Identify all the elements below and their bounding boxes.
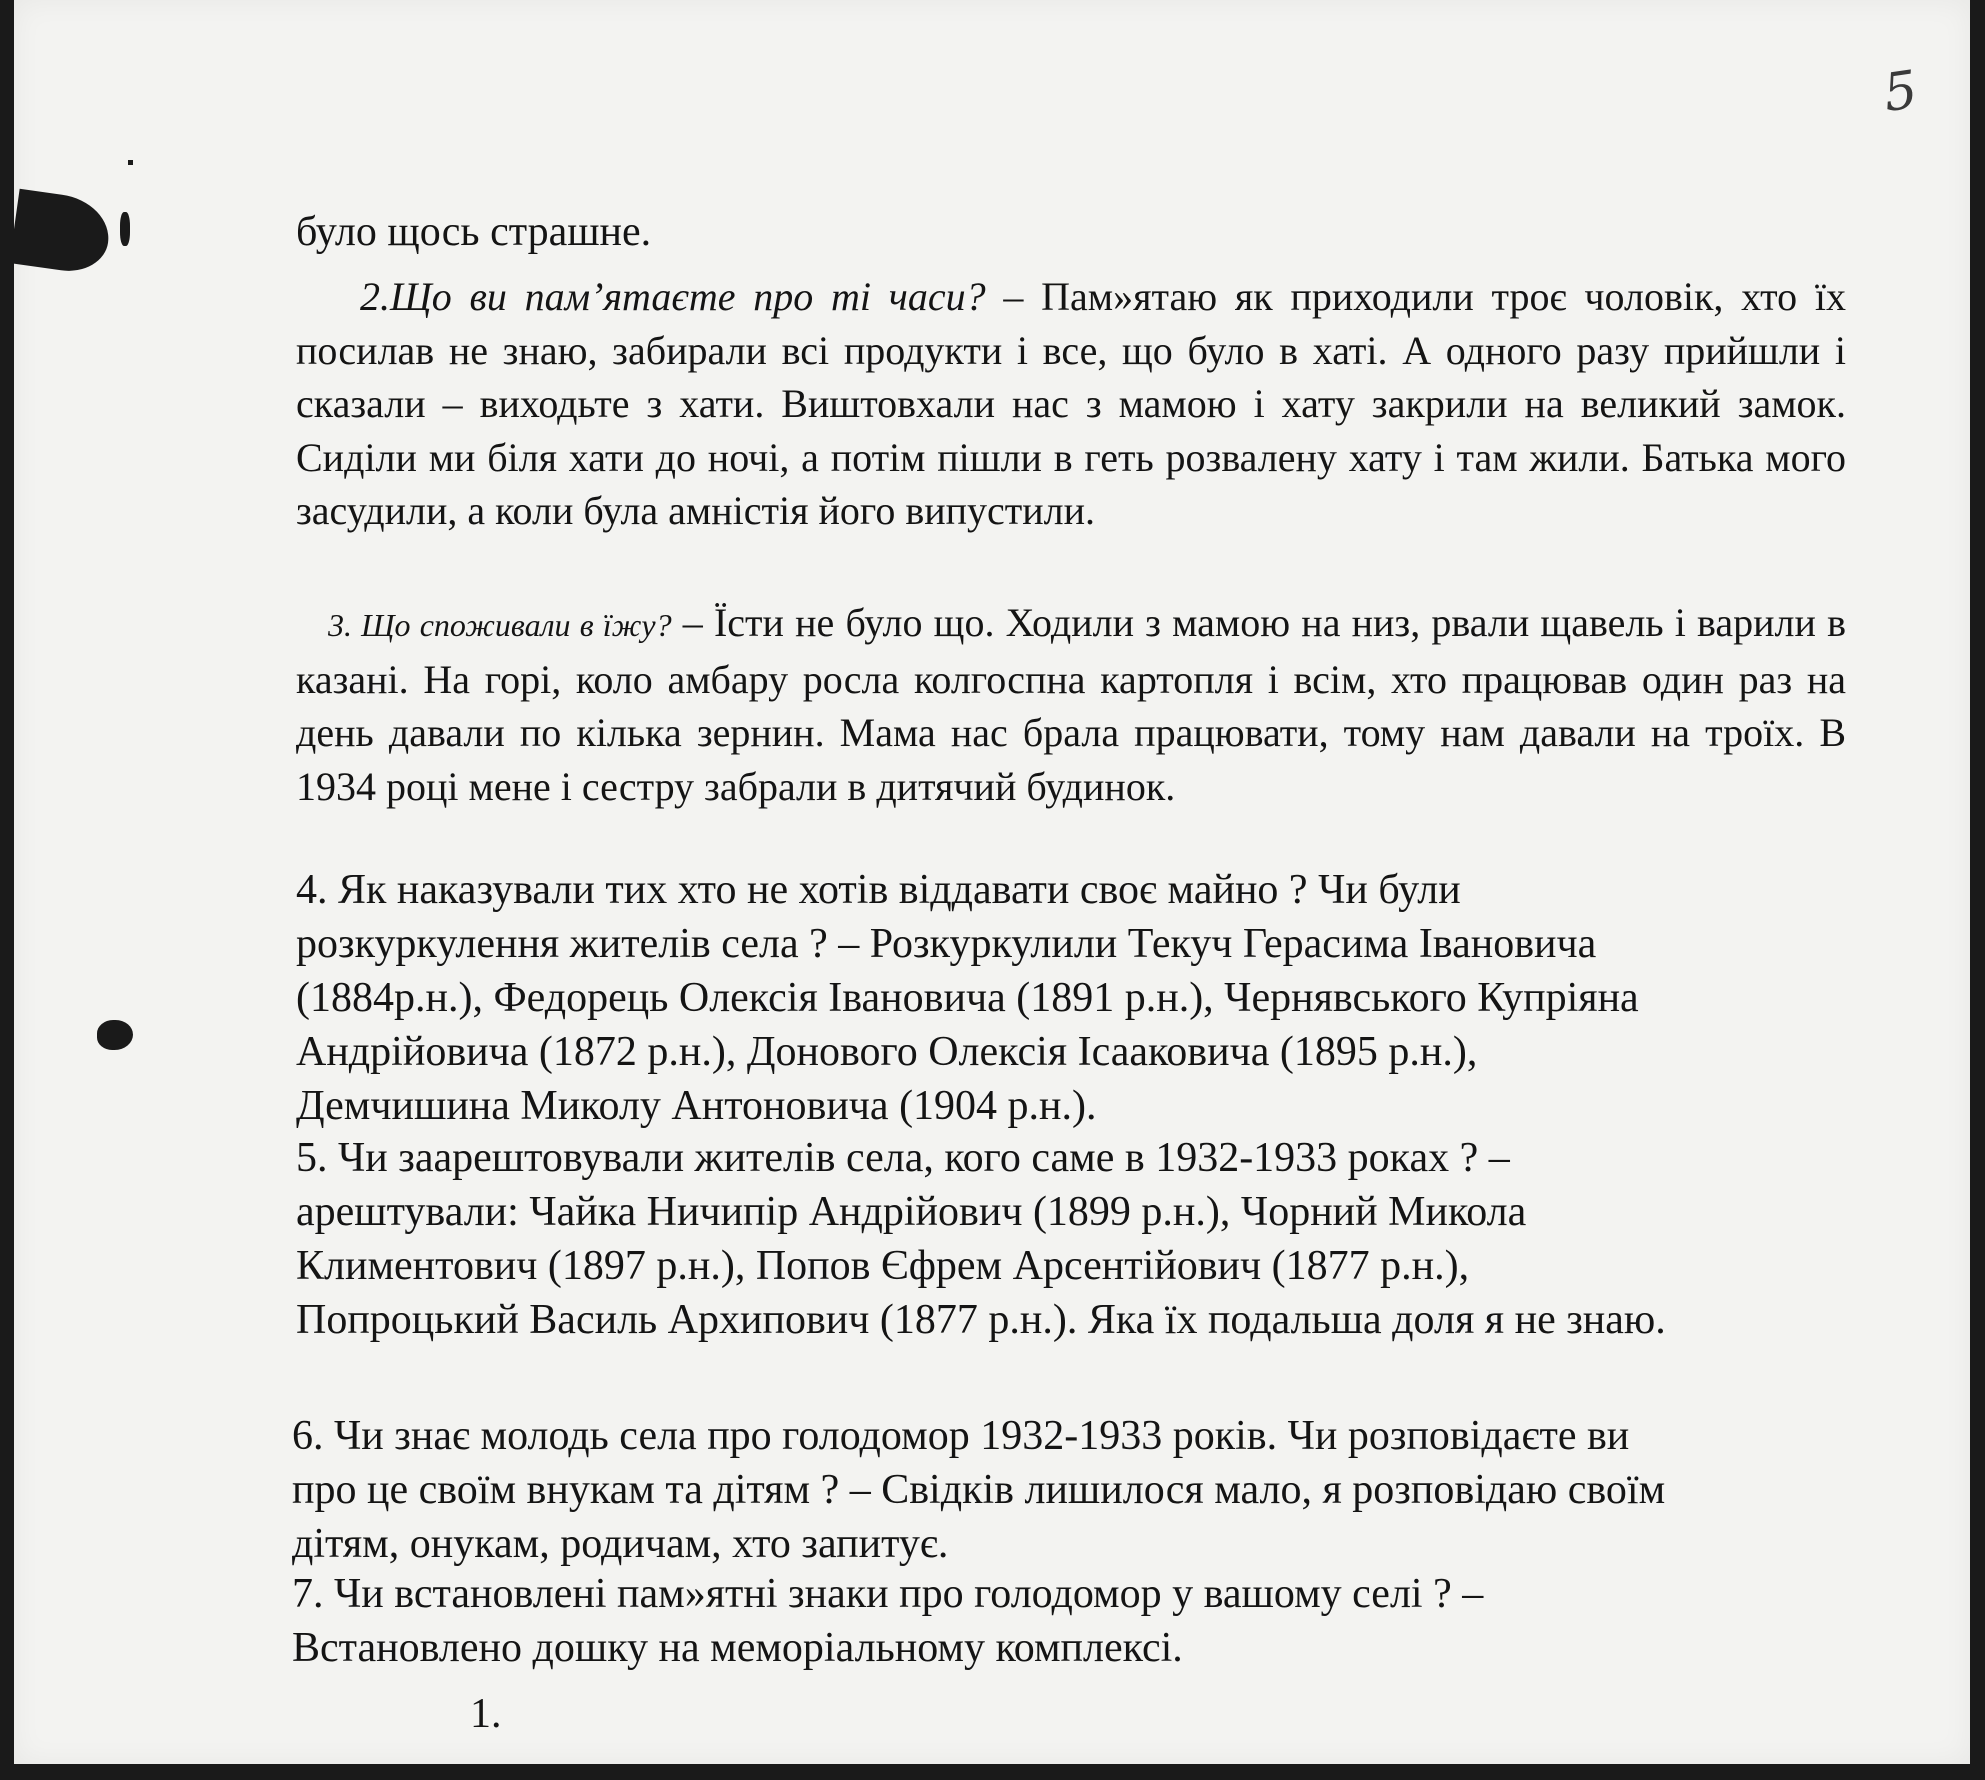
- paragraph-question-3: [296, 596, 1846, 813]
- question-2-label: 2.Що ви пам’ятаєте про ті часи?: [360, 274, 986, 319]
- torn-edge-dot: [128, 160, 133, 165]
- question-2-text: [296, 270, 1846, 538]
- list-item-number: 1.: [470, 1691, 502, 1737]
- question-6-text: 6. Чи знає молодь села про голодомор 1932-1933 років. Чи розповідаєте ви про це своїм внукам та дітям ? – Свідків лишилося мало, я розповідаю своїм дітям, онукам, родичам, хто запитує.: [292, 1413, 1666, 1567]
- question-3-text: [296, 596, 1846, 813]
- paragraph-question-6: [292, 1409, 1842, 1571]
- question-3-label: 3. Що споживали в їжу?: [328, 607, 672, 643]
- question-3-answer: – Їсти не було що. Ходили з мамою на низ, рвали щавель і варили в казані. На горі, коло амбару росла колгоспна картопля і всім, хто працював один раз на день давали по кілька зернин. Мама нас брала працювати, тому нам давали на троїх. В 1934 році мене і сестру забрали в дитячий будинок.: [296, 600, 1846, 809]
- question-7-text: 7. Чи встановлені пам»ятні знаки про голодомор у вашому селі ? – Встановлено дошку на меморіальному комплексі.: [292, 1571, 1484, 1671]
- paragraph-question-2: [296, 270, 1846, 538]
- question-5-text: 5. Чи заарештовували жителів села, кого саме в 1932-1933 роках ? – арештували: Чайка Ничипір Андрійович (1899 р.н.), Чорний Микола Климентович (1897 р.н.), Попов Єфрем Арсентійович (1877 р.н.), Попроцький Василь Архипович (1877 р.н.). Яка їх подальша доля я не знаю.: [296, 1135, 1666, 1343]
- paragraph-continuation: [296, 205, 1846, 259]
- question-2-answer: – Пам»ятаю як приходили троє чоловік, хто їх посилав не знаю, забирали всі продукти і все, що було в хаті. А одного разу прийшли і сказали – виходьте з хати. Виштовхали нас з мамою і хату закрили на великий замок. Сиділи ми біля хати до ночі, а потім пішли в геть розвалену хату і там жили. Батька мого засудили, а коли була амністія його випустили.: [296, 274, 1846, 533]
- paragraph-continuation-text: було щось страшне.: [296, 209, 652, 255]
- question-4-text: 4. Як наказували тих хто не хотів віддавати своє майно ? Чи були розкуркулення жителів села ? – Розкуркулили Текуч Герасима Івановича (1884р.н.), Федорець Олексія Івановича (1891 р.н.), Чернявського Купріяна Андрійовича (1872 р.н.), Донового Олексія Ісааковича (1895 р.н.), Демчишина Миколу Антоновича (1904 р.н.).: [296, 867, 1639, 1129]
- paragraph-question-7: [292, 1567, 1842, 1675]
- torn-edge-sliver: [120, 212, 130, 246]
- paragraph-question-4: [296, 863, 1846, 1133]
- paragraph-question-5: [296, 1131, 1846, 1347]
- handwritten-page-number: 5: [1879, 59, 1922, 125]
